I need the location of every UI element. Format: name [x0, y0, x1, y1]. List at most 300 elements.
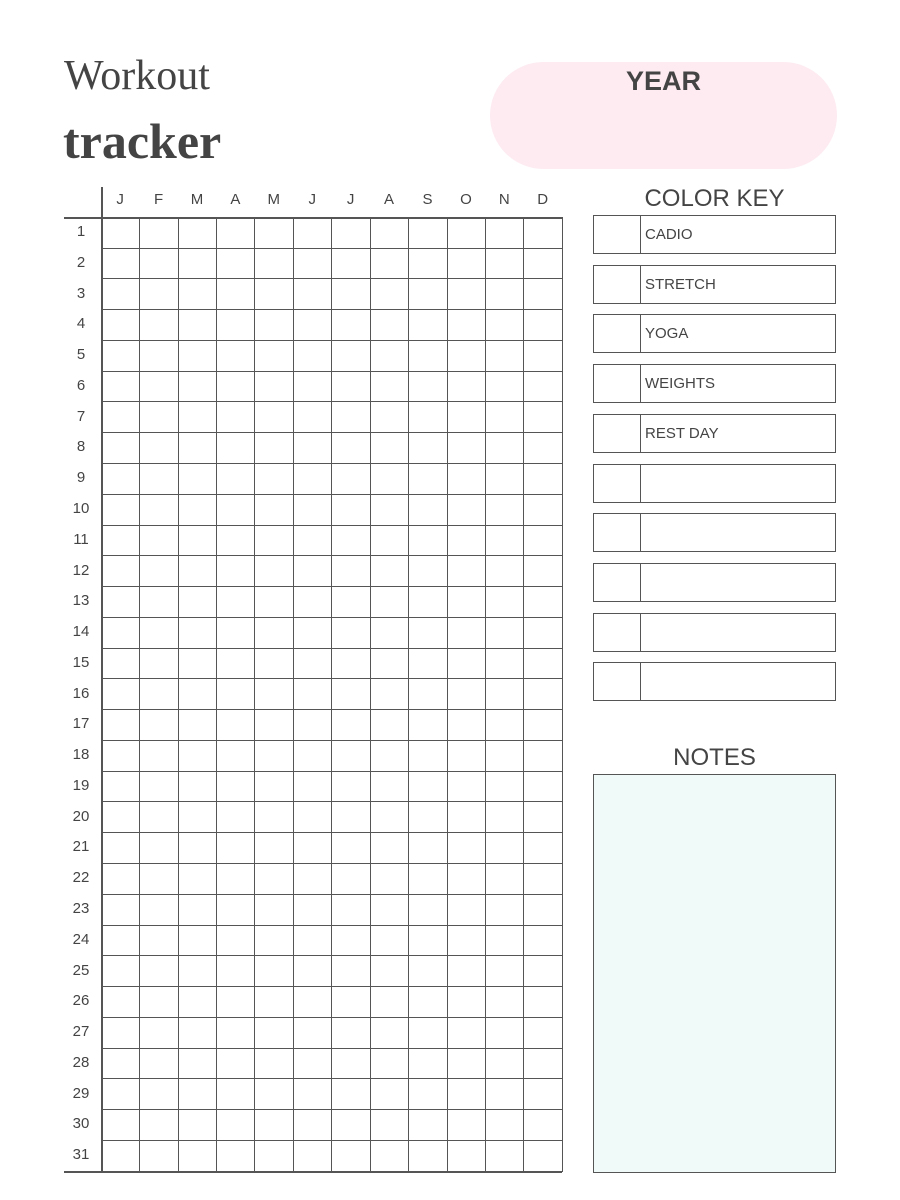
tracker-cell[interactable]: [524, 863, 563, 895]
tracker-cell[interactable]: [485, 279, 524, 311]
tracker-cell[interactable]: [216, 248, 255, 280]
tracker-cell[interactable]: [447, 863, 486, 895]
tracker-cell[interactable]: [216, 679, 255, 711]
tracker-cell[interactable]: [524, 648, 563, 680]
tracker-cell[interactable]: [139, 802, 178, 834]
tracker-cell[interactable]: [255, 740, 294, 772]
tracker-cell[interactable]: [332, 494, 371, 526]
tracker-cell[interactable]: [255, 371, 294, 403]
tracker-cell[interactable]: [216, 217, 255, 249]
tracker-cell[interactable]: [139, 925, 178, 957]
tracker-cell[interactable]: [408, 279, 447, 311]
tracker-cell[interactable]: [370, 956, 409, 988]
tracker-cell[interactable]: [524, 402, 563, 434]
tracker-cell[interactable]: [370, 371, 409, 403]
tracker-cell[interactable]: [255, 832, 294, 864]
tracker-cell[interactable]: [447, 1109, 486, 1141]
tracker-cell[interactable]: [101, 740, 140, 772]
tracker-cell[interactable]: [255, 709, 294, 741]
tracker-cell[interactable]: [447, 525, 486, 557]
tracker-cell[interactable]: [447, 279, 486, 311]
tracker-cell[interactable]: [447, 586, 486, 618]
color-swatch[interactable]: [594, 564, 641, 601]
tracker-cell[interactable]: [216, 279, 255, 311]
tracker-cell[interactable]: [485, 1079, 524, 1111]
tracker-cell[interactable]: [139, 279, 178, 311]
tracker-cell[interactable]: [332, 832, 371, 864]
tracker-cell[interactable]: [293, 279, 332, 311]
tracker-cell[interactable]: [485, 679, 524, 711]
tracker-cell[interactable]: [370, 1140, 409, 1172]
tracker-cell[interactable]: [485, 648, 524, 680]
tracker-cell[interactable]: [178, 463, 217, 495]
tracker-cell[interactable]: [408, 402, 447, 434]
tracker-cell[interactable]: [216, 525, 255, 557]
tracker-cell[interactable]: [178, 986, 217, 1018]
tracker-cell[interactable]: [178, 217, 217, 249]
tracker-cell[interactable]: [524, 709, 563, 741]
tracker-cell[interactable]: [293, 463, 332, 495]
tracker-cell[interactable]: [370, 217, 409, 249]
tracker-cell[interactable]: [524, 740, 563, 772]
tracker-cell[interactable]: [332, 432, 371, 464]
tracker-cell[interactable]: [447, 925, 486, 957]
tracker-cell[interactable]: [485, 309, 524, 341]
tracker-cell[interactable]: [332, 525, 371, 557]
tracker-cell[interactable]: [485, 402, 524, 434]
color-swatch[interactable]: [594, 315, 641, 352]
tracker-cell[interactable]: [139, 402, 178, 434]
tracker-cell[interactable]: [101, 248, 140, 280]
tracker-cell[interactable]: [408, 371, 447, 403]
tracker-cell[interactable]: [370, 494, 409, 526]
tracker-cell[interactable]: [485, 709, 524, 741]
tracker-cell[interactable]: [524, 432, 563, 464]
tracker-cell[interactable]: [370, 648, 409, 680]
tracker-cell[interactable]: [255, 679, 294, 711]
tracker-cell[interactable]: [408, 217, 447, 249]
tracker-cell[interactable]: [370, 679, 409, 711]
tracker-cell[interactable]: [293, 1140, 332, 1172]
tracker-cell[interactable]: [216, 556, 255, 588]
tracker-cell[interactable]: [139, 494, 178, 526]
tracker-cell[interactable]: [447, 1048, 486, 1080]
tracker-cell[interactable]: [485, 832, 524, 864]
tracker-cell[interactable]: [447, 340, 486, 372]
tracker-cell[interactable]: [101, 432, 140, 464]
tracker-cell[interactable]: [216, 340, 255, 372]
color-key-row[interactable]: [593, 513, 836, 552]
tracker-cell[interactable]: [139, 894, 178, 926]
tracker-cell[interactable]: [447, 371, 486, 403]
tracker-cell[interactable]: [485, 525, 524, 557]
tracker-cell[interactable]: [447, 617, 486, 649]
tracker-cell[interactable]: [408, 863, 447, 895]
tracker-cell[interactable]: [447, 309, 486, 341]
tracker-cell[interactable]: [408, 586, 447, 618]
tracker-cell[interactable]: [101, 925, 140, 957]
tracker-cell[interactable]: [255, 494, 294, 526]
tracker-cell[interactable]: [178, 679, 217, 711]
tracker-cell[interactable]: [524, 617, 563, 649]
tracker-cell[interactable]: [524, 279, 563, 311]
tracker-cell[interactable]: [101, 863, 140, 895]
tracker-cell[interactable]: [178, 309, 217, 341]
tracker-cell[interactable]: [216, 832, 255, 864]
tracker-cell[interactable]: [370, 463, 409, 495]
tracker-cell[interactable]: [447, 1079, 486, 1111]
tracker-cell[interactable]: [139, 586, 178, 618]
tracker-cell[interactable]: [524, 248, 563, 280]
tracker-cell[interactable]: [485, 463, 524, 495]
tracker-cell[interactable]: [216, 956, 255, 988]
tracker-cell[interactable]: [216, 432, 255, 464]
tracker-cell[interactable]: [485, 586, 524, 618]
tracker-cell[interactable]: [255, 340, 294, 372]
tracker-cell[interactable]: [255, 986, 294, 1018]
tracker-cell[interactable]: [101, 463, 140, 495]
tracker-cell[interactable]: [485, 802, 524, 834]
tracker-cell[interactable]: [101, 371, 140, 403]
tracker-cell[interactable]: [524, 525, 563, 557]
tracker-cell[interactable]: [370, 1079, 409, 1111]
tracker-cell[interactable]: [139, 217, 178, 249]
tracker-cell[interactable]: [485, 248, 524, 280]
tracker-cell[interactable]: [255, 463, 294, 495]
tracker-cell[interactable]: [524, 1109, 563, 1141]
tracker-cell[interactable]: [524, 679, 563, 711]
tracker-cell[interactable]: [524, 340, 563, 372]
tracker-cell[interactable]: [255, 432, 294, 464]
tracker-cell[interactable]: [293, 525, 332, 557]
tracker-cell[interactable]: [524, 586, 563, 618]
tracker-cell[interactable]: [293, 371, 332, 403]
tracker-cell[interactable]: [332, 1079, 371, 1111]
tracker-cell[interactable]: [332, 586, 371, 618]
tracker-cell[interactable]: [139, 432, 178, 464]
tracker-cell[interactable]: [178, 340, 217, 372]
tracker-cell[interactable]: [370, 740, 409, 772]
tracker-cell[interactable]: [139, 832, 178, 864]
tracker-cell[interactable]: [370, 1017, 409, 1049]
tracker-cell[interactable]: [255, 556, 294, 588]
tracker-cell[interactable]: [139, 340, 178, 372]
tracker-cell[interactable]: [293, 1079, 332, 1111]
tracker-cell[interactable]: [524, 802, 563, 834]
tracker-cell[interactable]: [139, 740, 178, 772]
tracker-cell[interactable]: [408, 709, 447, 741]
tracker-cell[interactable]: [139, 679, 178, 711]
tracker-cell[interactable]: [101, 1048, 140, 1080]
tracker-cell[interactable]: [293, 894, 332, 926]
tracker-cell[interactable]: [447, 432, 486, 464]
tracker-cell[interactable]: [408, 986, 447, 1018]
tracker-cell[interactable]: [447, 1017, 486, 1049]
tracker-cell[interactable]: [332, 956, 371, 988]
tracker-cell[interactable]: [485, 340, 524, 372]
tracker-cell[interactable]: [524, 986, 563, 1018]
tracker-cell[interactable]: [216, 802, 255, 834]
tracker-cell[interactable]: [485, 217, 524, 249]
tracker-cell[interactable]: [332, 802, 371, 834]
tracker-cell[interactable]: [485, 1109, 524, 1141]
tracker-cell[interactable]: [255, 956, 294, 988]
tracker-cell[interactable]: [524, 371, 563, 403]
tracker-cell[interactable]: [293, 556, 332, 588]
tracker-cell[interactable]: [332, 463, 371, 495]
tracker-cell[interactable]: [293, 832, 332, 864]
color-swatch[interactable]: [594, 663, 641, 700]
tracker-cell[interactable]: [101, 709, 140, 741]
tracker-cell[interactable]: [293, 925, 332, 957]
tracker-cell[interactable]: [332, 309, 371, 341]
tracker-cell[interactable]: [178, 371, 217, 403]
tracker-cell[interactable]: [216, 740, 255, 772]
color-swatch[interactable]: [594, 365, 641, 402]
tracker-cell[interactable]: [178, 617, 217, 649]
color-swatch[interactable]: [594, 415, 641, 452]
tracker-cell[interactable]: [178, 279, 217, 311]
tracker-cell[interactable]: [447, 217, 486, 249]
tracker-cell[interactable]: [178, 402, 217, 434]
tracker-cell[interactable]: [101, 525, 140, 557]
tracker-cell[interactable]: [216, 1140, 255, 1172]
tracker-cell[interactable]: [139, 309, 178, 341]
tracker-cell[interactable]: [485, 494, 524, 526]
tracker-cell[interactable]: [332, 340, 371, 372]
tracker-cell[interactable]: [101, 679, 140, 711]
tracker-cell[interactable]: [370, 771, 409, 803]
tracker-cell[interactable]: [524, 309, 563, 341]
tracker-cell[interactable]: [178, 525, 217, 557]
tracker-cell[interactable]: [255, 309, 294, 341]
tracker-cell[interactable]: [139, 956, 178, 988]
tracker-cell[interactable]: [255, 586, 294, 618]
color-swatch[interactable]: [594, 614, 641, 651]
tracker-cell[interactable]: [332, 248, 371, 280]
tracker-cell[interactable]: [293, 1109, 332, 1141]
tracker-cell[interactable]: [216, 309, 255, 341]
tracker-cell[interactable]: [139, 648, 178, 680]
tracker-cell[interactable]: [524, 1048, 563, 1080]
tracker-cell[interactable]: [178, 556, 217, 588]
tracker-cell[interactable]: [178, 956, 217, 988]
tracker-cell[interactable]: [178, 863, 217, 895]
tracker-cell[interactable]: [447, 402, 486, 434]
tracker-cell[interactable]: [408, 740, 447, 772]
tracker-cell[interactable]: [139, 986, 178, 1018]
tracker-cell[interactable]: [293, 248, 332, 280]
tracker-cell[interactable]: [139, 248, 178, 280]
tracker-cell[interactable]: [101, 1109, 140, 1141]
tracker-cell[interactable]: [216, 771, 255, 803]
tracker-cell[interactable]: [408, 1079, 447, 1111]
tracker-cell[interactable]: [370, 279, 409, 311]
tracker-cell[interactable]: [408, 340, 447, 372]
tracker-cell[interactable]: [408, 248, 447, 280]
tracker-cell[interactable]: [524, 832, 563, 864]
tracker-cell[interactable]: [524, 556, 563, 588]
tracker-cell[interactable]: [293, 648, 332, 680]
tracker-cell[interactable]: [139, 709, 178, 741]
color-key-row[interactable]: [593, 314, 836, 353]
tracker-cell[interactable]: [332, 217, 371, 249]
tracker-cell[interactable]: [293, 309, 332, 341]
color-key-row[interactable]: [593, 414, 836, 453]
tracker-cell[interactable]: [101, 402, 140, 434]
tracker-cell[interactable]: [408, 1109, 447, 1141]
tracker-cell[interactable]: [139, 1140, 178, 1172]
tracker-cell[interactable]: [255, 279, 294, 311]
tracker-cell[interactable]: [332, 863, 371, 895]
tracker-cell[interactable]: [255, 617, 294, 649]
tracker-cell[interactable]: [332, 556, 371, 588]
tracker-cell[interactable]: [524, 494, 563, 526]
tracker-cell[interactable]: [408, 832, 447, 864]
tracker-cell[interactable]: [293, 1048, 332, 1080]
tracker-cell[interactable]: [408, 463, 447, 495]
tracker-cell[interactable]: [447, 463, 486, 495]
tracker-cell[interactable]: [178, 740, 217, 772]
tracker-cell[interactable]: [332, 279, 371, 311]
tracker-cell[interactable]: [370, 617, 409, 649]
tracker-cell[interactable]: [293, 1017, 332, 1049]
tracker-cell[interactable]: [139, 556, 178, 588]
tracker-cell[interactable]: [408, 494, 447, 526]
tracker-cell[interactable]: [139, 525, 178, 557]
tracker-cell[interactable]: [485, 617, 524, 649]
tracker-cell[interactable]: [178, 494, 217, 526]
tracker-cell[interactable]: [332, 1048, 371, 1080]
tracker-cell[interactable]: [216, 371, 255, 403]
tracker-cell[interactable]: [370, 556, 409, 588]
tracker-cell[interactable]: [332, 986, 371, 1018]
tracker-cell[interactable]: [178, 1079, 217, 1111]
tracker-cell[interactable]: [447, 679, 486, 711]
tracker-cell[interactable]: [139, 771, 178, 803]
tracker-cell[interactable]: [447, 802, 486, 834]
tracker-cell[interactable]: [216, 617, 255, 649]
tracker-cell[interactable]: [293, 432, 332, 464]
tracker-cell[interactable]: [255, 648, 294, 680]
tracker-cell[interactable]: [332, 894, 371, 926]
tracker-cell[interactable]: [524, 463, 563, 495]
tracker-cell[interactable]: [293, 986, 332, 1018]
tracker-cell[interactable]: [408, 802, 447, 834]
tracker-cell[interactable]: [370, 309, 409, 341]
tracker-cell[interactable]: [447, 956, 486, 988]
tracker-cell[interactable]: [370, 925, 409, 957]
tracker-cell[interactable]: [485, 1048, 524, 1080]
tracker-cell[interactable]: [332, 925, 371, 957]
tracker-cell[interactable]: [255, 1048, 294, 1080]
color-key-row[interactable]: [593, 662, 836, 701]
tracker-cell[interactable]: [293, 340, 332, 372]
tracker-cell[interactable]: [293, 740, 332, 772]
tracker-cell[interactable]: [139, 617, 178, 649]
tracker-cell[interactable]: [255, 1109, 294, 1141]
tracker-cell[interactable]: [178, 1140, 217, 1172]
tracker-cell[interactable]: [255, 771, 294, 803]
tracker-cell[interactable]: [101, 1017, 140, 1049]
tracker-cell[interactable]: [139, 1048, 178, 1080]
tracker-cell[interactable]: [524, 1079, 563, 1111]
tracker-cell[interactable]: [485, 986, 524, 1018]
tracker-cell[interactable]: [101, 648, 140, 680]
color-swatch[interactable]: [594, 216, 641, 253]
tracker-cell[interactable]: [216, 986, 255, 1018]
tracker-cell[interactable]: [178, 586, 217, 618]
tracker-cell[interactable]: [293, 217, 332, 249]
tracker-cell[interactable]: [447, 494, 486, 526]
tracker-cell[interactable]: [101, 802, 140, 834]
tracker-cell[interactable]: [178, 771, 217, 803]
color-key-row[interactable]: [593, 215, 836, 254]
color-swatch[interactable]: [594, 266, 641, 303]
tracker-cell[interactable]: [408, 556, 447, 588]
tracker-cell[interactable]: [293, 586, 332, 618]
tracker-cell[interactable]: [255, 1017, 294, 1049]
tracker-cell[interactable]: [216, 709, 255, 741]
tracker-cell[interactable]: [370, 586, 409, 618]
year-field[interactable]: [490, 62, 837, 169]
tracker-cell[interactable]: [178, 709, 217, 741]
tracker-cell[interactable]: [485, 863, 524, 895]
tracker-cell[interactable]: [101, 217, 140, 249]
tracker-cell[interactable]: [255, 925, 294, 957]
tracker-cell[interactable]: [524, 925, 563, 957]
tracker-cell[interactable]: [332, 402, 371, 434]
color-key-row[interactable]: [593, 563, 836, 602]
tracker-cell[interactable]: [255, 217, 294, 249]
color-swatch[interactable]: [594, 465, 641, 502]
tracker-cell[interactable]: [178, 1017, 217, 1049]
tracker-cell[interactable]: [447, 709, 486, 741]
color-key-row[interactable]: [593, 613, 836, 652]
tracker-cell[interactable]: [101, 771, 140, 803]
tracker-cell[interactable]: [216, 648, 255, 680]
tracker-cell[interactable]: [178, 925, 217, 957]
tracker-cell[interactable]: [370, 340, 409, 372]
tracker-cell[interactable]: [101, 832, 140, 864]
tracker-cell[interactable]: [101, 617, 140, 649]
tracker-cell[interactable]: [178, 832, 217, 864]
tracker-cell[interactable]: [370, 525, 409, 557]
tracker-cell[interactable]: [332, 371, 371, 403]
tracker-cell[interactable]: [101, 1079, 140, 1111]
tracker-cell[interactable]: [101, 340, 140, 372]
tracker-cell[interactable]: [408, 617, 447, 649]
tracker-cell[interactable]: [408, 925, 447, 957]
tracker-cell[interactable]: [178, 802, 217, 834]
tracker-cell[interactable]: [524, 771, 563, 803]
tracker-cell[interactable]: [447, 986, 486, 1018]
tracker-cell[interactable]: [408, 525, 447, 557]
tracker-cell[interactable]: [408, 894, 447, 926]
tracker-cell[interactable]: [178, 894, 217, 926]
tracker-cell[interactable]: [447, 771, 486, 803]
tracker-cell[interactable]: [485, 956, 524, 988]
tracker-cell[interactable]: [447, 648, 486, 680]
tracker-cell[interactable]: [485, 432, 524, 464]
color-key-row[interactable]: [593, 364, 836, 403]
tracker-cell[interactable]: [447, 556, 486, 588]
tracker-cell[interactable]: [447, 894, 486, 926]
tracker-cell[interactable]: [255, 1079, 294, 1111]
tracker-cell[interactable]: [293, 863, 332, 895]
tracker-cell[interactable]: [178, 248, 217, 280]
tracker-cell[interactable]: [101, 309, 140, 341]
